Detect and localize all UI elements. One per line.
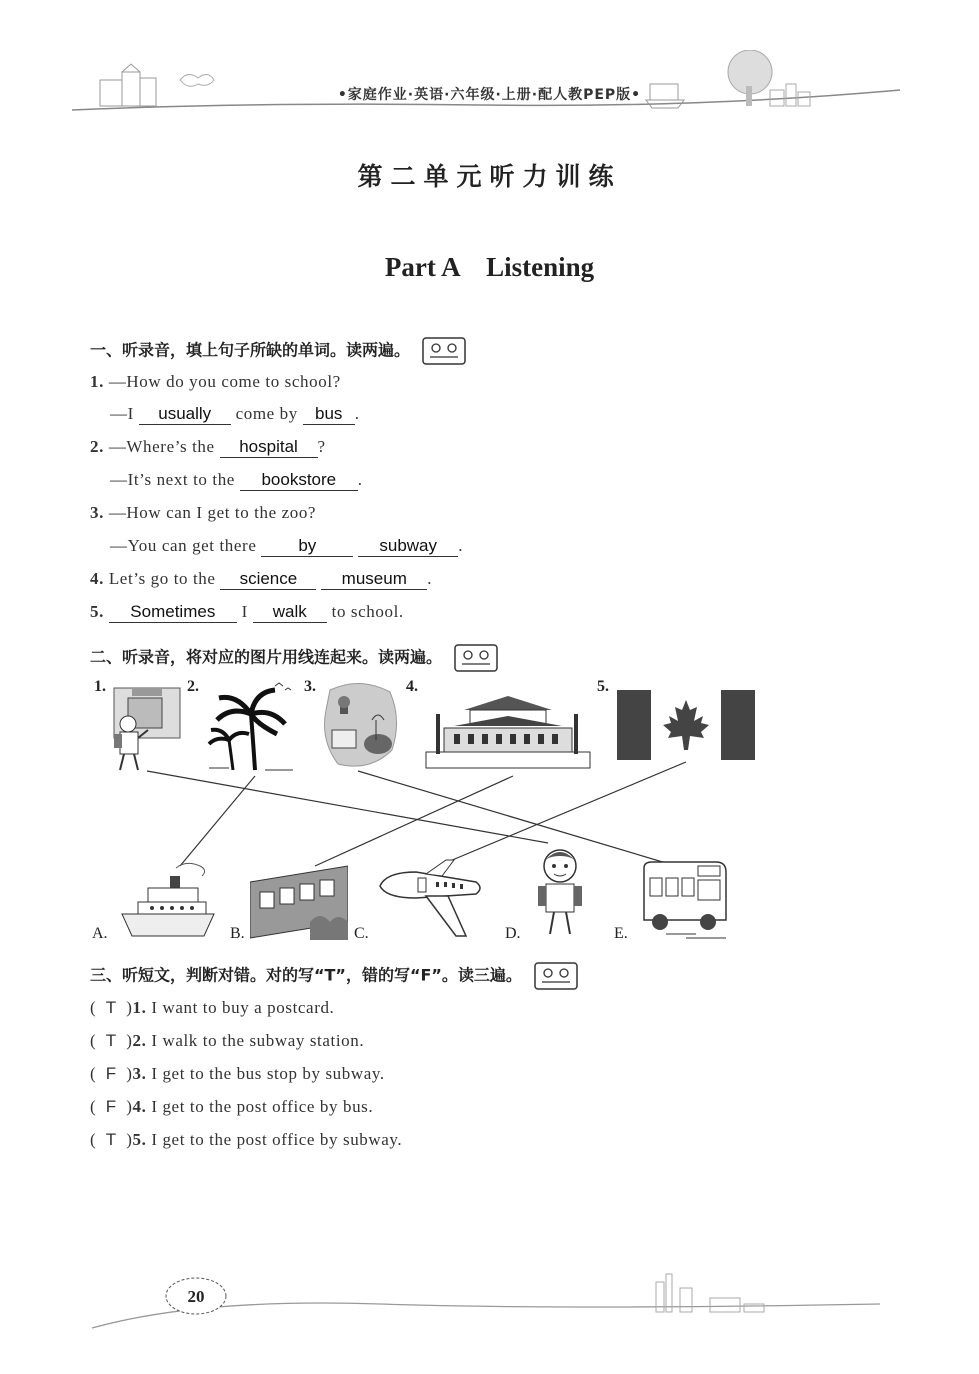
answer-blank: bus bbox=[303, 404, 355, 425]
answer-blank: subway bbox=[358, 536, 458, 557]
picture-letter-e: E. bbox=[614, 925, 628, 942]
subway-train-icon bbox=[250, 862, 348, 940]
answer-blank: science bbox=[220, 569, 316, 590]
sentence-middle: I bbox=[241, 602, 248, 621]
answer-blank: usually bbox=[139, 404, 231, 425]
paren-open: ( bbox=[90, 1097, 97, 1116]
item-number: 3. bbox=[90, 503, 104, 522]
page-number: 20 bbox=[187, 1287, 205, 1306]
tf-item-4 bbox=[90, 1097, 373, 1117]
paren-close: ) bbox=[126, 1064, 133, 1083]
answer-prefix: —You can get there bbox=[110, 536, 257, 555]
paren-close: ) bbox=[126, 1097, 133, 1116]
picture-label-3: 3. bbox=[304, 678, 316, 695]
answer-suffix: . bbox=[458, 536, 464, 555]
paren-open: ( bbox=[90, 1130, 97, 1149]
picture-letter-c: C. bbox=[354, 925, 369, 942]
answer-middle: come by bbox=[235, 404, 298, 423]
answer-prefix: —I bbox=[110, 404, 134, 423]
answer-prefix: —It’s next to the bbox=[110, 470, 235, 489]
answer-blank: museum bbox=[321, 569, 427, 590]
paren-close: ) bbox=[126, 998, 133, 1017]
answer-blank: bookstore bbox=[240, 470, 358, 491]
picture-letter-a: A. bbox=[92, 925, 108, 942]
bus-icon bbox=[636, 858, 732, 940]
picture-label-2: 2. bbox=[187, 678, 199, 695]
item-number: 4. bbox=[132, 1097, 147, 1116]
section2-heading-text: 二、听录音，将对应的图片用线连起来。读两遍。 bbox=[90, 647, 443, 667]
unit-title: 第二单元听力训练 bbox=[357, 162, 622, 191]
tf-item-2 bbox=[90, 1031, 364, 1051]
paren-close: ) bbox=[126, 1031, 133, 1050]
item-number: 2. bbox=[132, 1031, 147, 1050]
paren-open: ( bbox=[90, 1031, 97, 1050]
tf-answer: T bbox=[105, 1031, 117, 1050]
answer-blank: by bbox=[261, 536, 353, 557]
item-number: 5. bbox=[90, 602, 104, 621]
paren-open: ( bbox=[90, 998, 97, 1017]
statement-text: I want to buy a postcard. bbox=[151, 998, 335, 1017]
tf-answer: T bbox=[105, 1130, 117, 1149]
section1-heading-text: 一、听录音，填上句子所缺的单词。读两遍。 bbox=[90, 340, 411, 360]
question-prefix: —Where’s the bbox=[108, 437, 215, 456]
walking-boy-icon bbox=[528, 846, 592, 940]
sentence-prefix: Let’s go to the bbox=[108, 569, 216, 588]
tf-answer: F bbox=[105, 1097, 117, 1116]
tf-item-3 bbox=[90, 1064, 385, 1084]
tf-item-5 bbox=[90, 1130, 402, 1150]
sentence-suffix: to school. bbox=[331, 602, 404, 621]
airplane-icon bbox=[376, 858, 486, 938]
item-number: 3. bbox=[132, 1064, 147, 1083]
picture-letter-d: D. bbox=[505, 925, 521, 942]
picture-label-4: 4. bbox=[406, 678, 418, 695]
question-text: —How do you come to school? bbox=[108, 372, 341, 391]
item-number: 1. bbox=[90, 372, 104, 391]
paren-open: ( bbox=[90, 1064, 97, 1083]
ship-icon bbox=[118, 858, 218, 940]
tf-answer: T bbox=[105, 998, 117, 1017]
section3-heading bbox=[90, 962, 578, 990]
question-text: —How can I get to the zoo? bbox=[108, 503, 317, 522]
answer-suffix: . bbox=[357, 470, 363, 489]
paren-close: ) bbox=[126, 1130, 133, 1149]
sentence-suffix: . bbox=[427, 569, 433, 588]
tf-item-1 bbox=[90, 998, 334, 1018]
item-number: 2. bbox=[90, 437, 104, 456]
answer-suffix: . bbox=[354, 404, 360, 423]
answer-blank: Sometimes bbox=[109, 602, 237, 623]
item-number: 1. bbox=[132, 998, 147, 1017]
picture-letter-b: B. bbox=[230, 925, 245, 942]
answer-blank: walk bbox=[253, 602, 327, 623]
statement-text: I get to the post office by bus. bbox=[151, 1097, 374, 1116]
statement-text: I walk to the subway station. bbox=[151, 1031, 365, 1050]
picture-label-5: 5. bbox=[597, 678, 609, 695]
question-suffix: ? bbox=[317, 437, 326, 456]
cassette-tape-icon bbox=[534, 962, 578, 990]
answer-blank: hospital bbox=[220, 437, 318, 458]
header-title: •家庭作业·英语·六年级·上册·配人教PEP版• bbox=[337, 87, 642, 103]
picture-label-1: 1. bbox=[94, 678, 106, 695]
statement-text: I get to the bus stop by subway. bbox=[151, 1064, 385, 1083]
section3-heading-text: 三、听短文，判断对错。对的写“T”，错的写“F”。读三遍。 bbox=[90, 965, 522, 985]
item-number: 5. bbox=[132, 1130, 147, 1149]
item-number: 4. bbox=[90, 569, 104, 588]
statement-text: I get to the post office by subway. bbox=[151, 1130, 403, 1149]
part-title: Part A Listening bbox=[384, 252, 595, 282]
tf-answer: F bbox=[105, 1064, 117, 1083]
